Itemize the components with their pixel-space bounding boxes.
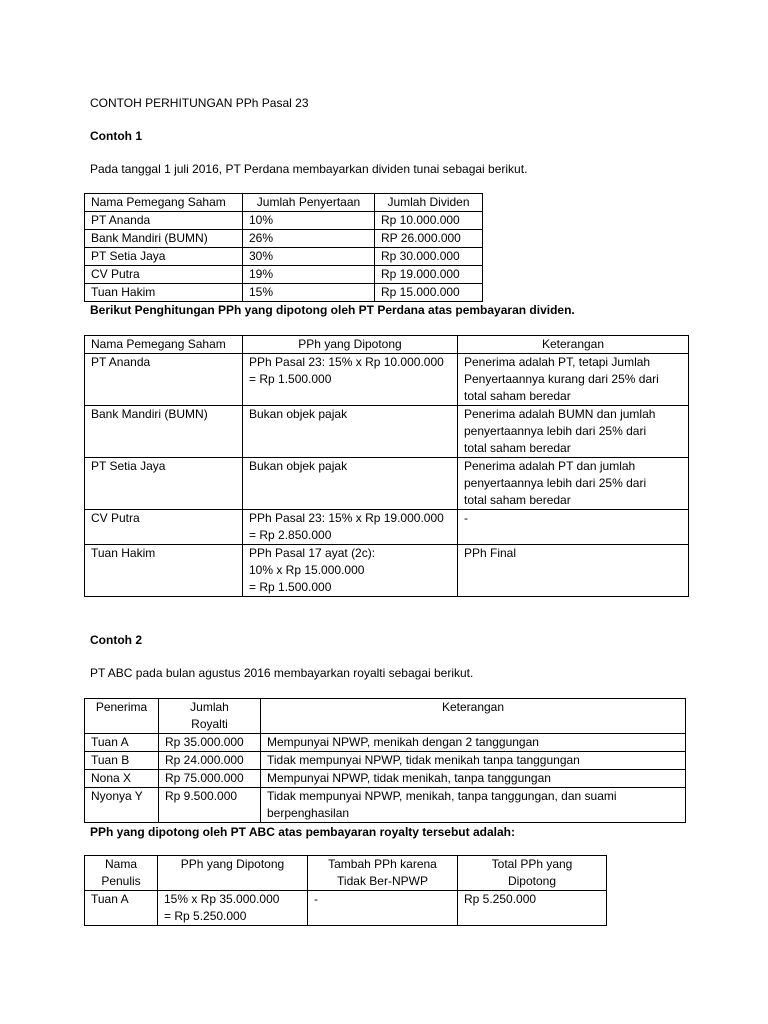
royalty-table (84, 698, 686, 823)
example-1-intro: Pada tanggal 1 juli 2016, PT Perdana membayarkan dividen tunai sebagai berikut. (90, 162, 528, 176)
table-cell: Tuan A (85, 734, 159, 752)
table-cell: PT Setia Jaya (85, 248, 243, 266)
document-title: CONTOH PERHITUNGAN PPh Pasal 23 (90, 96, 309, 110)
table-cell: Rp 15.000.000 (375, 284, 483, 302)
table-row (85, 266, 483, 284)
column-header: PPh yang Dipotong (158, 856, 308, 891)
table-cell: Rp 5.250.000 (458, 891, 607, 926)
table-cell: Tuan B (85, 752, 159, 770)
table-cell: PPh Final (458, 545, 689, 597)
example-2-calc-heading: PPh yang dipotong oleh PT ABC atas pembayaran royalty tersebut adalah: (90, 825, 515, 839)
table-cell: Tidak mempunyai NPWP, menikah, tanpa tanggungan, dan suami berpenghasilan (261, 788, 686, 823)
column-header: Tambah PPh karena Tidak Ber-NPWP (308, 856, 458, 891)
column-header: Nama Pemegang Saham (85, 194, 243, 212)
pph-dividend-table (84, 335, 689, 597)
table-row (85, 510, 689, 545)
column-header: Keterangan (261, 699, 686, 734)
table-cell: Mempunyai NPWP, tidak menikah, tanpa tanggungan (261, 770, 686, 788)
column-header: Nama Penulis (85, 856, 158, 891)
table-row (85, 458, 689, 510)
table-header-row (85, 699, 686, 734)
table-cell: PT Ananda (85, 354, 243, 406)
table-row (85, 734, 686, 752)
dividend-table (84, 193, 483, 302)
table-cell: Tidak mempunyai NPWP, tidak menikah tanpa tanggungan (261, 752, 686, 770)
table-cell: Nyonya Y (85, 788, 159, 823)
table-row (85, 788, 686, 823)
column-header: Penerima (85, 699, 159, 734)
table-cell: 10% (243, 212, 375, 230)
table-cell: Bank Mandiri (BUMN) (85, 230, 243, 248)
table-cell: Bukan objek pajak (243, 458, 458, 510)
table-row (85, 284, 483, 302)
table-header-row (85, 336, 689, 354)
example-1-heading: Contoh 1 (90, 129, 142, 143)
table-cell: 15% (243, 284, 375, 302)
table-cell: Penerima adalah PT, tetapi Jumlah Penyertaannya kurang dari 25% dari total saham beredar (458, 354, 689, 406)
table-cell: Rp 75.000.000 (159, 770, 261, 788)
table-header-row (85, 856, 607, 891)
table-cell: - (308, 891, 458, 926)
table-row (85, 212, 483, 230)
table-cell: Mempunyai NPWP, menikah dengan 2 tanggungan (261, 734, 686, 752)
table-cell: RP 26.000.000 (375, 230, 483, 248)
column-header: Nama Pemegang Saham (85, 336, 243, 354)
table-cell: PPh Pasal 23: 15% x Rp 10.000.000 = Rp 1.500.000 (243, 354, 458, 406)
table-cell: PPh Pasal 23: 15% x Rp 19.000.000 = Rp 2.850.000 (243, 510, 458, 545)
table-cell: Nona X (85, 770, 159, 788)
table-cell: - (458, 510, 689, 545)
table-cell: Bukan objek pajak (243, 406, 458, 458)
table-cell: Tuan Hakim (85, 284, 243, 302)
column-header: Jumlah Dividen (375, 194, 483, 212)
table-cell: Tuan A (85, 891, 158, 926)
table-cell: Rp 10.000.000 (375, 212, 483, 230)
table-cell: Rp 35.000.000 (159, 734, 261, 752)
table-cell: 15% x Rp 35.000.000 = Rp 5.250.000 (158, 891, 308, 926)
table-cell: PT Ananda (85, 212, 243, 230)
table-cell: Penerima adalah BUMN dan jumlah penyertaannya lebih dari 25% dari total saham beredar (458, 406, 689, 458)
example-2-intro: PT ABC pada bulan agustus 2016 membayarkan royalti sebagai berikut. (90, 666, 474, 680)
table-cell: Tuan Hakim (85, 545, 243, 597)
table-cell: Penerima adalah PT dan jumlah penyertaannya lebih dari 25% dari total saham beredar (458, 458, 689, 510)
table-row (85, 752, 686, 770)
column-header: Total PPh yang Dipotong (458, 856, 607, 891)
table-cell: CV Putra (85, 510, 243, 545)
table-cell: Rp 19.000.000 (375, 266, 483, 284)
table-row (85, 770, 686, 788)
column-header: PPh yang Dipotong (243, 336, 458, 354)
column-header: Keterangan (458, 336, 689, 354)
table-row (85, 891, 607, 926)
table-row (85, 248, 483, 266)
table-cell: 30% (243, 248, 375, 266)
table-cell: Rp 24.000.000 (159, 752, 261, 770)
table-row (85, 406, 689, 458)
table-cell: PPh Pasal 17 ayat (2c): 10% x Rp 15.000.000 = Rp 1.500.000 (243, 545, 458, 597)
table-cell: PT Setia Jaya (85, 458, 243, 510)
table-cell: CV Putra (85, 266, 243, 284)
table-cell: Rp 30.000.000 (375, 248, 483, 266)
table-cell: 26% (243, 230, 375, 248)
table-row (85, 354, 689, 406)
table-cell: Rp 9.500.000 (159, 788, 261, 823)
table-cell: 19% (243, 266, 375, 284)
table-cell: Bank Mandiri (BUMN) (85, 406, 243, 458)
pph-royalty-table (84, 855, 607, 926)
table-row (85, 230, 483, 248)
example-1-calc-heading: Berikut Penghitungan PPh yang dipotong oleh PT Perdana atas pembayaran dividen. (90, 303, 575, 317)
table-row (85, 545, 689, 597)
table-header-row (85, 194, 483, 212)
column-header: Jumlah Penyertaan (243, 194, 375, 212)
example-2-heading: Contoh 2 (90, 633, 142, 647)
column-header: Jumlah Royalti (159, 699, 261, 734)
